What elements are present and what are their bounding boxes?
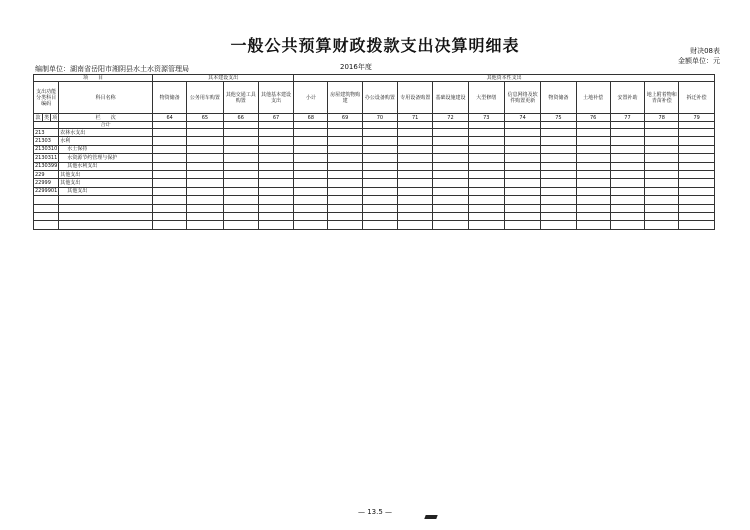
table-cell [468, 212, 504, 220]
table-cell [433, 129, 468, 137]
table-cell [576, 221, 610, 229]
subject-code: 2299901 [35, 188, 58, 195]
table-cell [433, 154, 468, 162]
col-header: 其他交通工具购置 [223, 82, 258, 114]
table-cell [468, 221, 504, 229]
table-cell [645, 212, 679, 220]
col-number: 77 [610, 114, 644, 122]
table-cell [153, 162, 187, 170]
table-cell [610, 145, 644, 153]
table-cell [576, 122, 610, 129]
table-cell [541, 145, 576, 153]
subject-code: 21303 [34, 137, 59, 145]
table-cell [468, 129, 504, 137]
table-cell [187, 162, 223, 170]
table-cell [610, 154, 644, 162]
table-cell [153, 154, 187, 162]
table-cell [679, 162, 715, 170]
table-cell [468, 196, 504, 204]
table-cell [679, 122, 715, 129]
col-header: 大型修缮 [468, 82, 504, 114]
table-cell [541, 162, 576, 170]
subject-code [34, 212, 59, 220]
table-cell [223, 170, 258, 178]
table-cell [328, 221, 362, 229]
table-cell [258, 145, 293, 153]
subject-name [59, 196, 153, 204]
table-cell [679, 129, 715, 137]
col-number: 76 [576, 114, 610, 122]
col-header: 土地补偿 [576, 82, 610, 114]
table-cell [468, 162, 504, 170]
table-row [34, 212, 715, 220]
table-cell [362, 154, 397, 162]
table-cell [398, 154, 433, 162]
table-cell [362, 170, 397, 178]
col-header: 其他基本建设支出 [258, 82, 293, 114]
table-cell [610, 162, 644, 170]
table-cell [258, 162, 293, 170]
table-cell [468, 187, 504, 195]
table-cell [504, 170, 540, 178]
table-cell [223, 187, 258, 195]
table-cell [223, 162, 258, 170]
table-cell [223, 196, 258, 204]
table-row [34, 187, 715, 195]
table-cell [328, 170, 362, 178]
table-cell [679, 145, 715, 153]
table-cell [362, 162, 397, 170]
table-cell [328, 162, 362, 170]
table-cell [187, 196, 223, 204]
table-cell [362, 196, 397, 204]
table-cell [294, 154, 328, 162]
other-capital-group: 其他资本性支出 [294, 75, 715, 82]
table-cell [153, 137, 187, 145]
table-cell [258, 196, 293, 204]
table-cell [294, 204, 328, 212]
table-cell [610, 129, 644, 137]
table-cell [294, 145, 328, 153]
table-cell [398, 179, 433, 187]
subject-code [34, 221, 59, 229]
table-body [34, 129, 715, 230]
table-cell [187, 187, 223, 195]
table-cell [645, 187, 679, 195]
table-cell [398, 129, 433, 137]
currency-unit: 金额单位：元 [678, 57, 720, 65]
table-cell [433, 204, 468, 212]
capital-construction-group: 其本建设支出 [153, 75, 294, 82]
table-cell [258, 187, 293, 195]
table-cell [576, 212, 610, 220]
table-cell [645, 196, 679, 204]
table-cell [223, 179, 258, 187]
col-number: 79 [679, 114, 715, 122]
table-cell [433, 162, 468, 170]
table-cell [433, 179, 468, 187]
table-cell [258, 137, 293, 145]
table-cell [645, 162, 679, 170]
table-cell [153, 129, 187, 137]
kuan-header: 款 [34, 114, 43, 122]
subject-code: 229 [34, 170, 59, 178]
table-cell [362, 179, 397, 187]
col-number: 65 [187, 114, 223, 122]
page-title: 一般公共预算财政拨款支出决算明细表 [230, 36, 520, 55]
lei-header: 类 [44, 114, 50, 121]
table-cell [645, 154, 679, 162]
table-cell [223, 221, 258, 229]
table-cell [362, 221, 397, 229]
col-number: 66 [223, 114, 258, 122]
table-cell [398, 145, 433, 153]
table-cell [294, 221, 328, 229]
table-cell [541, 170, 576, 178]
table-cell [610, 137, 644, 145]
table-cell [294, 196, 328, 204]
col-header: 小计 [294, 82, 328, 114]
subject-code: 213 [34, 129, 59, 137]
col-number: 67 [258, 114, 293, 122]
table-cell [398, 196, 433, 204]
subject-name [59, 204, 153, 212]
table-cell [576, 129, 610, 137]
table-cell [610, 204, 644, 212]
table-cell [610, 179, 644, 187]
table-cell [258, 212, 293, 220]
table-cell [504, 212, 540, 220]
col-header: 信息网络及软件购置更新 [504, 82, 540, 114]
col-header: 地上附着物和青苗补偿 [645, 82, 679, 114]
table-cell [294, 170, 328, 178]
table-cell [645, 221, 679, 229]
col-number: 75 [541, 114, 576, 122]
table-cell [645, 170, 679, 178]
table-cell [362, 137, 397, 145]
fiscal-year: 2016年度 [340, 63, 372, 71]
total-code-cell [34, 122, 59, 129]
subject-code [34, 204, 59, 212]
table-cell [576, 204, 610, 212]
table-cell [398, 122, 433, 129]
table-cell [610, 196, 644, 204]
subject-name: 水土保持 [59, 145, 153, 153]
table-cell [433, 196, 468, 204]
table-cell [679, 137, 715, 145]
table-cell [679, 196, 715, 204]
table-cell [328, 145, 362, 153]
table-cell [610, 212, 644, 220]
table-cell [328, 122, 362, 129]
table-cell [645, 179, 679, 187]
table-cell [328, 187, 362, 195]
col-number: 73 [468, 114, 504, 122]
table-cell [433, 187, 468, 195]
col-header: 房屋建筑物购建 [328, 82, 362, 114]
table-cell [679, 179, 715, 187]
table-cell [541, 212, 576, 220]
table-cell [610, 122, 644, 129]
table-cell [679, 204, 715, 212]
table-cell [610, 170, 644, 178]
subject-name [59, 212, 153, 220]
col-header: 办公设备购置 [362, 82, 397, 114]
table-cell [645, 145, 679, 153]
table-cell [679, 212, 715, 220]
subject-name: 水利 [59, 137, 153, 145]
table-cell [328, 204, 362, 212]
table-cell [223, 129, 258, 137]
col-header: 物资储备 [541, 82, 576, 114]
table-cell [468, 137, 504, 145]
table-row [34, 196, 715, 204]
table-cell [223, 137, 258, 145]
col-number: 69 [328, 114, 362, 122]
table-cell [187, 221, 223, 229]
table-cell [294, 187, 328, 195]
table-cell [187, 212, 223, 220]
table-cell [541, 154, 576, 162]
table-cell [576, 145, 610, 153]
table-cell [258, 204, 293, 212]
table-cell [258, 122, 293, 129]
table-cell [362, 204, 397, 212]
table-cell [153, 196, 187, 204]
table-cell [504, 137, 540, 145]
table-cell [576, 170, 610, 178]
table-cell [576, 179, 610, 187]
table-cell [294, 129, 328, 137]
table-row [34, 204, 715, 212]
table-cell [258, 129, 293, 137]
table-cell [504, 187, 540, 195]
table-cell [679, 187, 715, 195]
table-cell [294, 122, 328, 129]
table-cell [398, 137, 433, 145]
table-cell [223, 154, 258, 162]
subject-code: 22999 [34, 179, 59, 187]
table-cell [645, 122, 679, 129]
table-row [34, 137, 715, 145]
table-cell [433, 212, 468, 220]
table-cell [258, 154, 293, 162]
table-cell [187, 204, 223, 212]
subject-code: 2130311 [35, 154, 58, 161]
table-cell [153, 170, 187, 178]
subject-code: 2130310 [35, 146, 58, 153]
table-cell [541, 122, 576, 129]
table-cell [153, 221, 187, 229]
table-cell [223, 145, 258, 153]
table-row [34, 145, 715, 153]
table-row [34, 154, 715, 162]
table-cell [504, 179, 540, 187]
table-cell [433, 122, 468, 129]
total-label: 合计 [59, 122, 153, 129]
column-index-label: 栏 次 [59, 114, 153, 122]
table-cell [610, 221, 644, 229]
table-cell [504, 154, 540, 162]
ink-mark [424, 515, 437, 519]
col-number: 72 [433, 114, 468, 122]
table-cell [258, 179, 293, 187]
table-cell [433, 170, 468, 178]
table-cell [258, 221, 293, 229]
table-cell [504, 145, 540, 153]
table-cell [362, 187, 397, 195]
table-cell [187, 129, 223, 137]
table-cell [468, 122, 504, 129]
table-cell [679, 221, 715, 229]
table-cell [153, 179, 187, 187]
subject-code [34, 196, 59, 204]
table-cell [187, 137, 223, 145]
table-cell [153, 145, 187, 153]
table-cell [541, 129, 576, 137]
table-cell [258, 170, 293, 178]
table-cell [294, 137, 328, 145]
col-number: 71 [398, 114, 433, 122]
table-cell [610, 187, 644, 195]
table-cell [576, 187, 610, 195]
table-cell [187, 122, 223, 129]
table-cell [541, 137, 576, 145]
col-number: 64 [153, 114, 187, 122]
table-cell [362, 212, 397, 220]
form-number: 财决08表 [690, 47, 720, 55]
table-cell [541, 187, 576, 195]
subject-name [59, 221, 153, 229]
table-cell [576, 154, 610, 162]
table-cell [468, 204, 504, 212]
subject-name: 其他支出 [59, 179, 153, 187]
subject-code: 2130399 [35, 163, 58, 170]
table-cell [328, 154, 362, 162]
table-cell [504, 162, 540, 170]
table-cell [362, 129, 397, 137]
table-cell [576, 196, 610, 204]
table-cell [504, 196, 540, 204]
table-cell [294, 179, 328, 187]
table-cell [153, 187, 187, 195]
table-cell [679, 154, 715, 162]
table-cell [187, 154, 223, 162]
subject-name: 其他支出 [59, 170, 153, 178]
table-cell [223, 204, 258, 212]
table-cell [433, 221, 468, 229]
table-cell [504, 122, 540, 129]
table-cell [328, 179, 362, 187]
table-cell [541, 204, 576, 212]
col-header: 专用设备购置 [398, 82, 433, 114]
table-row [34, 221, 715, 229]
xiang-header: 项 [52, 114, 58, 121]
table-cell [328, 129, 362, 137]
table-cell [328, 212, 362, 220]
table-row [34, 170, 715, 178]
col-header: 公务用车购置 [187, 82, 223, 114]
table-cell [504, 129, 540, 137]
table-cell [645, 129, 679, 137]
subject-name: 其他支出 [59, 187, 153, 195]
table-cell [153, 122, 187, 129]
table-cell [398, 170, 433, 178]
table-cell [541, 196, 576, 204]
table-cell [398, 221, 433, 229]
subject-name: 其他水利支出 [59, 162, 153, 170]
table-row [34, 179, 715, 187]
table-cell [679, 170, 715, 178]
col-number: 70 [362, 114, 397, 122]
table-cell [468, 145, 504, 153]
table-cell [576, 137, 610, 145]
table-cell [328, 196, 362, 204]
table-cell [645, 137, 679, 145]
page-number: — 13.5 — [357, 508, 393, 516]
table-cell [504, 221, 540, 229]
table-cell [433, 137, 468, 145]
table-cell [576, 162, 610, 170]
col-number: 74 [504, 114, 540, 122]
subject-code-header: 支出功能分类科目编码 [34, 82, 59, 114]
col-header: 基础设施建设 [433, 82, 468, 114]
col-header: 物资储备 [153, 82, 187, 114]
subject-name: 农林水支出 [59, 129, 153, 137]
table-cell [468, 179, 504, 187]
subject-name: 水资源节约管理与保护 [59, 154, 153, 162]
table-cell [433, 145, 468, 153]
expenditure-table [33, 74, 715, 230]
table-cell [398, 162, 433, 170]
col-number: 68 [294, 114, 328, 122]
table-cell [223, 122, 258, 129]
table-cell [541, 179, 576, 187]
table-cell [187, 170, 223, 178]
table-cell [294, 212, 328, 220]
col-header: 拆迁补偿 [679, 82, 715, 114]
table-cell [504, 204, 540, 212]
table-cell [328, 137, 362, 145]
table-cell [398, 187, 433, 195]
table-cell [398, 204, 433, 212]
table-cell [362, 145, 397, 153]
table-cell [187, 145, 223, 153]
table-cell [223, 212, 258, 220]
table-cell [468, 154, 504, 162]
table-cell [468, 170, 504, 178]
item-header: 项 目 [34, 75, 153, 82]
table-cell [362, 122, 397, 129]
subject-name-header: 科目名称 [59, 82, 153, 114]
table-row [34, 162, 715, 170]
col-number: 78 [645, 114, 679, 122]
table-cell [294, 162, 328, 170]
table-cell [187, 179, 223, 187]
table-cell [541, 221, 576, 229]
table-row [34, 129, 715, 137]
table-cell [153, 204, 187, 212]
table-cell [645, 204, 679, 212]
organization: 编制单位：湖南省岳阳市湘阴县水土水资源管理局 [35, 65, 189, 73]
table-cell [153, 212, 187, 220]
table-cell [398, 212, 433, 220]
col-header: 安置补助 [610, 82, 644, 114]
